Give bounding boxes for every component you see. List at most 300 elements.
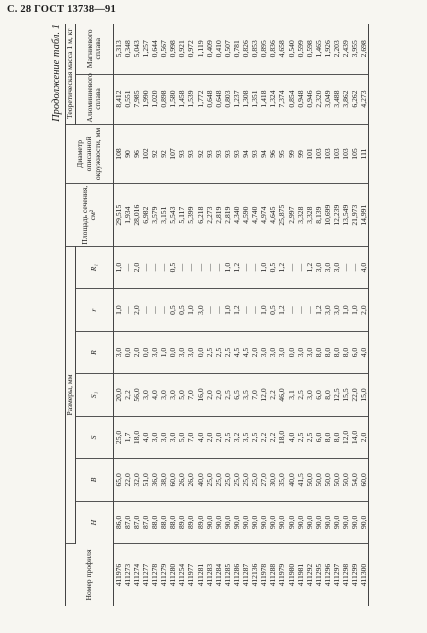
table-cell: 103: [323, 124, 332, 184]
table-cell: 3,1: [287, 374, 296, 416]
table-cell: 18,0: [277, 416, 286, 458]
table-cell: 2,0: [214, 374, 223, 416]
table-cell: 3,0: [168, 374, 177, 416]
table-continuation-label: Продолжение табл. 1: [51, 24, 62, 122]
table-cell: 1,418: [259, 74, 268, 124]
table-cell: 1,324: [268, 74, 277, 124]
table-cell: 15,5: [341, 374, 350, 416]
profile-number-cell: 411279: [159, 563, 169, 587]
table-cell: 0,648: [214, 74, 223, 124]
page-header: С. 28 ГОСТ 13738—91: [7, 4, 116, 15]
table-row: [296, 24, 305, 606]
table-cell: 1,2: [232, 289, 241, 331]
table-cell: 1,2: [305, 246, 314, 288]
table-cell: 4,273: [359, 74, 369, 124]
table-cell: —: [123, 246, 132, 288]
table-cell: 0,5: [268, 289, 277, 331]
table-cell: 0,854: [287, 74, 296, 124]
table-cell: —: [159, 289, 168, 331]
profile-number-cell: 411286: [231, 563, 241, 587]
table-cell: 93: [232, 124, 241, 184]
table-row: [323, 24, 332, 606]
table-row: [314, 24, 323, 606]
table-cell: —: [305, 289, 314, 331]
table-cell: 90,0: [259, 501, 268, 543]
table-cell: 4,645: [268, 184, 277, 246]
table-cell: 8,0: [323, 416, 332, 458]
table-cell: 0,599: [296, 24, 305, 74]
profile-number-cell: 411980: [286, 563, 296, 587]
table-cell: 90,0: [223, 501, 232, 543]
table-cell: 8,139: [314, 184, 323, 246]
table-cell: 89,0: [186, 501, 195, 543]
table-cell: —: [341, 246, 350, 288]
table-cell: 93: [205, 124, 214, 184]
table-row: [159, 24, 168, 606]
table-cell: 1,237: [232, 74, 241, 124]
table-cell: 2,2: [268, 416, 277, 458]
table-cell: —: [186, 246, 195, 288]
header-H: H: [75, 501, 113, 543]
profile-number-cell: 411283: [204, 563, 214, 587]
table-cell: 1,0: [350, 289, 359, 331]
table-cell: 2,273: [205, 184, 214, 246]
table-cell: —: [350, 246, 359, 288]
table-row: [268, 24, 277, 606]
table-cell: 96: [132, 124, 141, 184]
profile-number-cell: 411254: [177, 563, 187, 587]
table-cell: 99: [287, 124, 296, 184]
table-cell: 41,5: [296, 459, 305, 501]
table-cell: 50,0: [323, 459, 332, 501]
table-row: [287, 24, 296, 606]
table-cell: 4,5: [241, 331, 250, 373]
profile-number-cell: 411280: [168, 563, 178, 587]
profile-number-cell: 411288: [268, 563, 278, 587]
table-cell: 8,0: [323, 374, 332, 416]
table-cell: 2,0: [214, 416, 223, 458]
table-cell: 108: [113, 124, 123, 184]
table-cell: 4,590: [241, 184, 250, 246]
table-cell: 1,0: [223, 289, 232, 331]
table-cell: 89,0: [177, 501, 186, 543]
table-cell: 0,644: [150, 24, 159, 74]
profile-number-cell: 411981: [295, 563, 305, 587]
table-cell: 0,410: [214, 24, 223, 74]
table-cell: 3,0: [141, 374, 150, 416]
table-cell: 25,0: [232, 459, 241, 501]
table-cell: 65,0: [113, 459, 123, 501]
table-cell: 0,998: [168, 24, 177, 74]
table-cell: 1,308: [241, 74, 250, 124]
table-cell: 90,0: [250, 501, 259, 543]
table-row: [123, 24, 132, 606]
table-row: [196, 24, 205, 606]
table-cell: 1,934: [123, 184, 132, 246]
table-cell: 2,5: [296, 374, 305, 416]
table-cell: 5,117: [177, 184, 186, 246]
table-cell: 26,0: [177, 459, 186, 501]
table-cell: 87,0: [132, 501, 141, 543]
table-cell: 90,0: [241, 501, 250, 543]
table-cell: 4,740: [250, 184, 259, 246]
table-cell: 51,0: [141, 459, 150, 501]
table-cell: 3,0: [305, 331, 314, 373]
table-cell: 2,0: [359, 416, 369, 458]
table-cell: 93: [250, 124, 259, 184]
table-cell: 90,0: [205, 501, 214, 543]
table-cell: 40,0: [196, 459, 205, 501]
table-cell: 90,0: [332, 501, 341, 543]
table-cell: —: [141, 246, 150, 288]
table-cell: 3,0: [168, 416, 177, 458]
header-R: R: [75, 331, 113, 373]
header-R1: R₁: [75, 246, 113, 288]
table-cell: 4,0: [287, 416, 296, 458]
table-cell: 90,0: [359, 501, 369, 543]
table-cell: 0,853: [250, 24, 259, 74]
table-cell: 13,549: [341, 184, 350, 246]
table-cell: 1,2: [314, 289, 323, 331]
table-cell: 4,5: [232, 331, 241, 373]
table-cell: 93: [177, 124, 186, 184]
table-cell: 1,458: [177, 74, 186, 124]
table-cell: 1,2: [232, 246, 241, 288]
table-cell: 2,0: [132, 289, 141, 331]
table-cell: 87,0: [123, 501, 132, 543]
table-cell: 3,0: [186, 331, 195, 373]
table-cell: 0,5: [168, 289, 177, 331]
table-cell: 3,579: [150, 184, 159, 246]
table-cell: 0,409: [205, 24, 214, 74]
table-cell: 90,0: [287, 501, 296, 543]
table-cell: 4,0: [359, 246, 369, 288]
table-cell: 87,0: [141, 501, 150, 543]
table-cell: 0,567: [159, 24, 168, 74]
table-cell: 90,0: [232, 501, 241, 543]
header-B: B: [75, 459, 113, 501]
table-cell: 27,0: [259, 459, 268, 501]
table-cell: —: [241, 246, 250, 288]
profile-number-cell: 411299: [350, 563, 360, 587]
table-cell: 3,0: [332, 246, 341, 288]
table-cell: 60,0: [359, 459, 369, 501]
table-cell: 90,0: [305, 501, 314, 543]
table-cell: 88,0: [159, 501, 168, 543]
table-cell: 3,049: [323, 74, 332, 124]
profile-number-cell: 411979: [277, 563, 287, 587]
table-cell: 1,2: [277, 289, 286, 331]
table-cell: 8,0: [332, 331, 341, 373]
table-cell: 1,0: [159, 331, 168, 373]
table-cell: 93: [223, 124, 232, 184]
table-cell: 2,5: [214, 331, 223, 373]
table-cell: 1,926: [323, 24, 332, 74]
table-cell: 88,0: [150, 501, 159, 543]
table-cell: 1,0: [113, 289, 123, 331]
table-cell: 25,0: [241, 459, 250, 501]
profile-number-cell: 411284: [213, 563, 223, 587]
profile-number-cell: 411273: [122, 563, 132, 587]
table-cell: 3,0: [177, 331, 186, 373]
table-cell: 3,862: [341, 74, 350, 124]
table-cell: 12,239: [332, 184, 341, 246]
table-cell: 35,0: [277, 459, 286, 501]
table-cell: 90: [123, 124, 132, 184]
profile-number-cell: 411978: [259, 563, 269, 587]
table-cell: 4,340: [232, 184, 241, 246]
profile-number-cell: 412136: [250, 563, 260, 587]
table-cell: 0,972: [186, 24, 195, 74]
table-cell: 8,0: [341, 331, 350, 373]
table-cell: 2,698: [359, 24, 369, 74]
table-cell: 2,5: [296, 416, 305, 458]
table-cell: 8,0: [323, 331, 332, 373]
table-cell: —: [287, 289, 296, 331]
table-cell: 101: [305, 124, 314, 184]
table-cell: 90,0: [323, 501, 332, 543]
table-cell: —: [287, 246, 296, 288]
table-cell: 10,699: [323, 184, 332, 246]
table-cell: 28,016: [132, 184, 141, 246]
table-cell: 95: [277, 124, 286, 184]
profile-number-cell: 411277: [141, 563, 150, 587]
table-cell: 8,412: [113, 74, 123, 124]
table-cell: 93: [214, 124, 223, 184]
header-dimensions-group: Размеры, мм: [66, 246, 76, 543]
table-cell: 3,0: [150, 331, 159, 373]
table-cell: 38,0: [159, 459, 168, 501]
table-cell: 1,465: [314, 24, 323, 74]
table-cell: 8,0: [314, 331, 323, 373]
table-cell: 0,0: [196, 331, 205, 373]
table-row: [168, 24, 177, 606]
table-cell: 90,0: [296, 501, 305, 543]
table-cell: 2,5: [223, 374, 232, 416]
table-cell: 15,0: [359, 374, 369, 416]
table-row: [250, 24, 259, 606]
table-cell: 0,348: [123, 24, 132, 74]
table-cell: 0,5: [177, 289, 186, 331]
table-cell: 0,898: [159, 74, 168, 124]
profile-number-cell: 411285: [222, 563, 232, 587]
table-cell: 0,946: [305, 74, 314, 124]
table-row: [132, 24, 141, 606]
table-cell: 50,0: [341, 459, 350, 501]
profile-number-cell: 411278: [150, 563, 160, 587]
table-cell: 2,5: [250, 416, 259, 458]
table-row: [186, 24, 195, 606]
table-row: [205, 24, 214, 606]
table-cell: 0,0: [141, 331, 150, 373]
table-cell: 5,543: [168, 184, 177, 246]
table-cell: —: [214, 289, 223, 331]
header-mass-magnesium: Магниевого сплава: [75, 24, 113, 74]
table-cell: 0,540: [287, 24, 296, 74]
profile-number-cell: 411274: [131, 563, 141, 587]
table-cell: 1,020: [150, 74, 159, 124]
table-cell: 29,515: [113, 184, 123, 246]
table-cell: 88,0: [168, 501, 177, 543]
table-cell: 0,921: [177, 24, 186, 74]
table-cell: 3,0: [159, 374, 168, 416]
table-cell: 90,0: [341, 501, 350, 543]
table-cell: 0,826: [241, 24, 250, 74]
table-cell: 3,5: [241, 374, 250, 416]
table-cell: 92: [196, 124, 205, 184]
table-cell: 40,0: [287, 459, 296, 501]
header-S: S: [75, 416, 113, 458]
profile-number-cell: 411296: [322, 563, 332, 587]
table-cell: 103: [332, 124, 341, 184]
table-row: [305, 24, 314, 606]
table-cell: 90,0: [277, 501, 286, 543]
table-cell: 3,0: [323, 289, 332, 331]
table-cell: 0,803: [223, 74, 232, 124]
table-cell: 16,0: [196, 374, 205, 416]
table-cell: 18,0: [132, 416, 141, 458]
table-row: [332, 24, 341, 606]
header-S1: S₁: [75, 374, 113, 416]
table-cell: —: [214, 246, 223, 288]
table-cell: 1,119: [196, 24, 205, 74]
table-cell: 6,218: [196, 184, 205, 246]
table-cell: 25,875: [277, 184, 286, 246]
table-cell: 36,0: [150, 459, 159, 501]
table-cell: 86,0: [113, 501, 123, 543]
profiles-table: [65, 24, 369, 606]
table-cell: 2,439: [341, 24, 350, 74]
table-cell: 3,151: [159, 184, 168, 246]
table-cell: 7,0: [186, 416, 195, 458]
table-cell: —: [241, 289, 250, 331]
table-cell: 0,5: [168, 246, 177, 288]
table-cell: 5,043: [132, 24, 141, 74]
table-cell: 3,0: [296, 331, 305, 373]
table-row: [341, 24, 350, 606]
table-cell: 3,0: [323, 246, 332, 288]
profile-number-cell: 411300: [359, 544, 369, 606]
table-cell: 102: [141, 124, 150, 184]
table-cell: 90,0: [350, 501, 359, 543]
table-cell: 2,0: [132, 246, 141, 288]
profile-number-cell: 411298: [341, 563, 351, 587]
table-cell: 94: [241, 124, 250, 184]
table-cell: 4,0: [141, 416, 150, 458]
header-mass-group: Теоретическая масса 1 м, кг: [66, 24, 76, 124]
table-cell: 6,5: [232, 374, 241, 416]
table-cell: 5,313: [113, 24, 123, 74]
table-row: [359, 24, 369, 606]
table-cell: 0,781: [232, 24, 241, 74]
table-cell: 7,0: [250, 374, 259, 416]
table-cell: —: [205, 246, 214, 288]
table-row: [259, 24, 268, 606]
table-cell: 21,973: [350, 184, 359, 246]
table-cell: 3,2: [232, 416, 241, 458]
table-cell: 3,0: [150, 416, 159, 458]
table-row: [141, 24, 150, 606]
table-cell: 1,2: [277, 246, 286, 288]
profile-number-cell: 411295: [313, 563, 323, 587]
table-cell: 6,262: [350, 74, 359, 124]
table-cell: 54,0: [350, 459, 359, 501]
table-cell: 89,0: [196, 501, 205, 543]
table-row: [223, 24, 232, 606]
table-cell: 0,0: [123, 331, 132, 373]
table-row: [150, 24, 159, 606]
table-cell: —: [141, 289, 150, 331]
table-cell: 7,374: [277, 74, 286, 124]
table-row: [232, 24, 241, 606]
table-cell: 25,0: [214, 459, 223, 501]
table-cell: —: [296, 246, 305, 288]
table-cell: 14,0: [350, 416, 359, 458]
header-r: r: [75, 289, 113, 331]
profile-number-cell: 411977: [186, 563, 196, 587]
table-cell: 1,257: [141, 24, 150, 74]
table-cell: —: [123, 289, 132, 331]
table-cell: —: [150, 289, 159, 331]
table-row: [277, 24, 286, 606]
table-cell: 6,0: [314, 374, 323, 416]
table-cell: 2,203: [332, 24, 341, 74]
table-cell: 1,7: [123, 416, 132, 458]
table-row: [350, 24, 359, 606]
header-area: Площадь сечения, см²: [66, 184, 114, 246]
table-cell: 2,0: [132, 331, 141, 373]
table-cell: 50,0: [332, 459, 341, 501]
table-cell: 2,2: [123, 374, 132, 416]
table-cell: 50,0: [305, 459, 314, 501]
table-cell: 0,5: [268, 246, 277, 288]
table-cell: 4,0: [196, 416, 205, 458]
table-cell: 92: [150, 124, 159, 184]
table-cell: 111: [359, 124, 369, 184]
table-cell: 50,0: [314, 459, 323, 501]
table-cell: 2,997: [287, 184, 296, 246]
table-cell: 22,0: [350, 374, 359, 416]
table-cell: 4,0: [150, 374, 159, 416]
table-cell: 1,0: [113, 246, 123, 288]
table-cell: 3,0: [259, 331, 268, 373]
header-mass-aluminium: Алюминиевого сплава: [75, 74, 113, 124]
table-cell: 1,539: [186, 74, 195, 124]
table-cell: 7,985: [132, 74, 141, 124]
table-cell: 4,658: [277, 24, 286, 74]
table-cell: 3,955: [350, 24, 359, 74]
table-cell: 99: [296, 124, 305, 184]
table-cell: 1,580: [168, 74, 177, 124]
table-cell: 26,0: [186, 459, 195, 501]
table-cell: 1,351: [250, 74, 259, 124]
table-cell: 2,0: [250, 331, 259, 373]
table-cell: 3,5: [241, 416, 250, 458]
table-cell: —: [250, 246, 259, 288]
table-cell: 32,0: [132, 459, 141, 501]
table-cell: 3,0: [113, 331, 123, 373]
table-cell: 2,5: [305, 416, 314, 458]
table-row: [214, 24, 223, 606]
table-cell: 3,0: [196, 289, 205, 331]
table-cell: 14,991: [359, 184, 369, 246]
table-cell: 0,0: [287, 331, 296, 373]
table-cell: 3,0: [314, 246, 323, 288]
table-cell: 0,507: [223, 24, 232, 74]
table-cell: 12,5: [332, 374, 341, 416]
table-cell: —: [159, 246, 168, 288]
header-profile: Номер профиля: [66, 544, 114, 606]
